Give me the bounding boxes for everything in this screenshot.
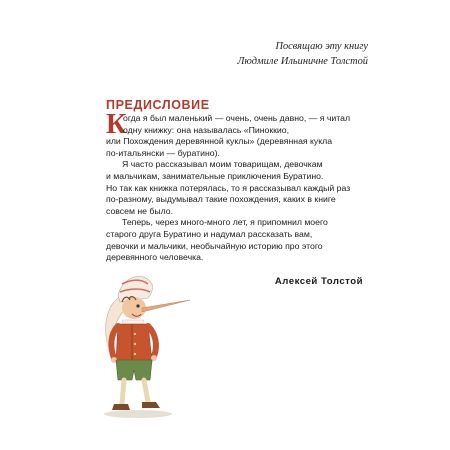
long-nose	[142, 300, 190, 312]
button-1	[134, 333, 136, 335]
button-3	[134, 353, 136, 355]
paragraph-1-line-2: одну книжку: она называлась «Пиноккио,	[123, 124, 290, 135]
preface-heading: ПРЕДИСЛОВИЕ	[106, 98, 210, 112]
eye	[136, 304, 139, 307]
paragraph-2-line-4: по-разному, выдумывал такие похождения, каких в книге	[106, 194, 336, 205]
button-2	[134, 343, 136, 345]
right-shoe	[142, 402, 160, 408]
paragraph-3-line-3: девочки и мальчики, необычайную историю про этого	[106, 240, 323, 251]
jacket	[116, 324, 152, 362]
paragraph-2-line-5: совсем не было.	[106, 205, 174, 216]
drop-cap: К	[106, 109, 127, 140]
dedication-line-2: Людмиле Ильиничне Толстой	[237, 56, 368, 67]
dedication	[237, 39, 368, 69]
left-leg	[122, 380, 124, 404]
paragraph-3-line-2: старого друга Буратино и надумал рассказать вам,	[106, 228, 313, 239]
dedication-line-1: Посвящаю эту книгу	[275, 41, 368, 52]
author-signature: Алексей Толстой	[274, 276, 363, 287]
right-leg	[144, 380, 148, 402]
paragraph-3-line-1: Теперь, через много-много лет, я припомнил моего	[122, 217, 328, 228]
paragraph-2-line-2: и мальчикам, занимательные приключения Буратино.	[106, 170, 324, 181]
paragraph-3-line-4: деревянного человечка.	[106, 252, 204, 263]
buratino-illustration	[92, 262, 192, 422]
shorts	[116, 360, 152, 380]
preface-body	[106, 109, 372, 264]
ground-shadow	[104, 410, 172, 418]
paragraph-1-line-4: по-итальянски — буратино).	[106, 147, 220, 158]
paragraph-2-line-1: Я часто рассказывал моим товарищам, девочкам	[122, 159, 323, 170]
paragraph-2-line-3: Но так как книжка потерялась, то я рассказывал каждый раз	[106, 182, 351, 193]
paragraph-1-line-3: или Похождения деревянной куклы» (деревянная кукла	[106, 136, 333, 147]
left-shoe	[112, 404, 130, 410]
paragraph-1-line-1: огда я был маленький — очень, очень давно, — я читал	[123, 113, 351, 123]
